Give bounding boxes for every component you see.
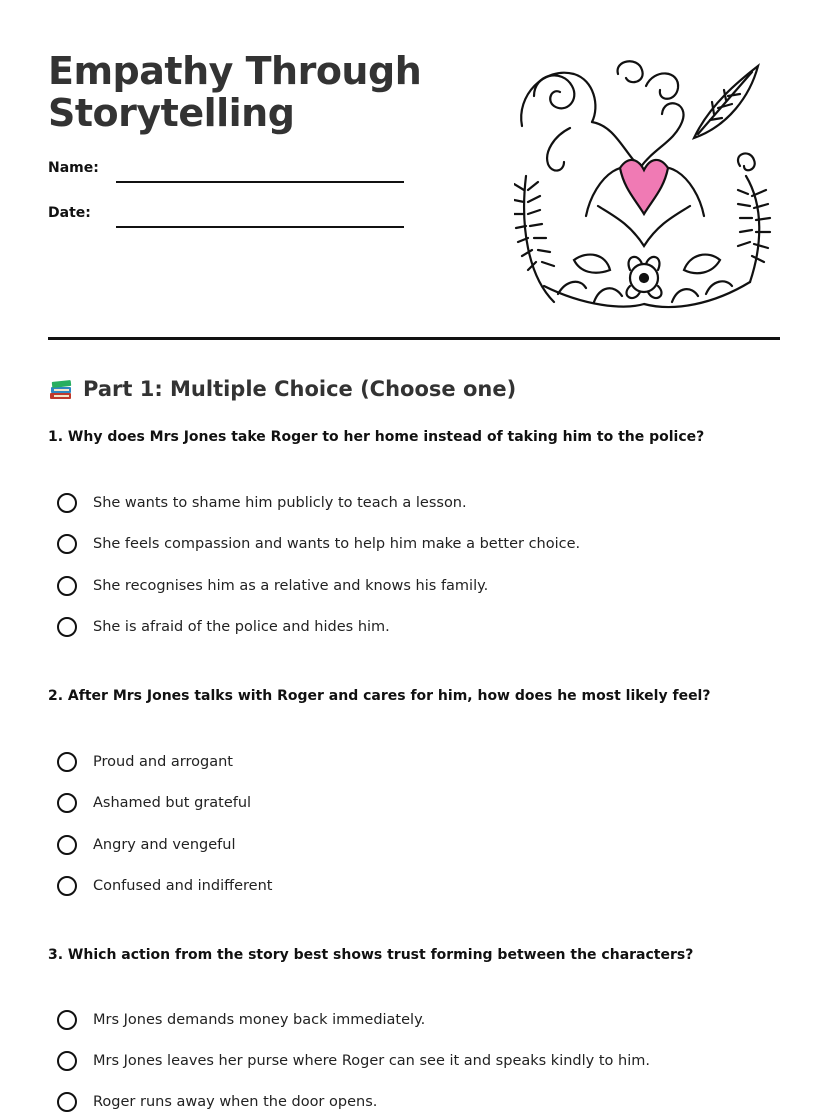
q2-option-3[interactable] [57,832,236,858]
q2-option-1[interactable] [57,749,233,775]
radio-button[interactable] [57,1010,77,1030]
radio-button[interactable] [57,793,77,813]
radio-button[interactable] [57,876,77,896]
q2-option-2[interactable] [57,790,251,816]
option-label: Roger runs away when the door opens. [93,1094,378,1110]
books-icon [48,376,74,402]
question-3: 3. Which action from the story best shows trust forming between the characters? [48,947,694,963]
q2-option-4[interactable] [57,873,272,899]
part1-heading [48,374,516,404]
question-1: 1. Why does Mrs Jones take Roger to her home instead of taking him to the police? [48,429,705,445]
option-label: Ashamed but grateful [93,795,252,811]
radio-button[interactable] [57,617,77,637]
date-field[interactable] [48,205,408,231]
name-label: Name: [48,160,99,176]
option-label: She wants to shame him publicly to teach a lesson. [93,495,467,511]
radio-button[interactable] [57,1092,77,1112]
option-label: Mrs Jones demands money back immediately. [93,1012,426,1028]
option-label: She feels compassion and wants to help him make a better choice. [93,536,581,552]
option-label: Proud and arrogant [93,754,233,770]
name-field[interactable] [48,160,408,186]
q1-option-3[interactable] [57,573,488,599]
q3-option-3[interactable] [57,1089,377,1115]
q1-option-4[interactable] [57,614,390,640]
radio-button[interactable] [57,752,77,772]
date-label: Date: [48,205,91,221]
option-label: Confused and indifferent [93,878,273,894]
radio-button[interactable] [57,1051,77,1071]
radio-button[interactable] [57,576,77,596]
radio-button[interactable] [57,493,77,513]
q1-option-2[interactable] [57,531,580,557]
option-label: She recognises him as a relative and knows his family. [93,578,489,594]
radio-button[interactable] [57,835,77,855]
option-label: She is afraid of the police and hides him. [93,619,390,635]
worksheet-title [48,50,468,134]
radio-button[interactable] [57,534,77,554]
title-line-2: Storytelling [48,91,295,135]
part1-title: Part 1: Multiple Choice (Choose one) [83,377,517,401]
q3-option-1[interactable] [57,1007,425,1033]
option-label: Angry and vengeful [93,837,236,853]
name-line[interactable] [116,181,404,183]
floral-heart-illustration-icon [514,56,776,314]
q3-option-2[interactable] [57,1048,650,1074]
option-label: Mrs Jones leaves her purse where Roger can see it and speaks kindly to him. [93,1053,650,1069]
question-2: 2. After Mrs Jones talks with Roger and cares for him, how does he most likely feel? [48,688,711,704]
q1-option-1[interactable] [57,490,467,516]
date-line[interactable] [116,226,404,228]
title-line-1: Empathy Through [48,49,422,93]
section-divider [48,337,780,340]
